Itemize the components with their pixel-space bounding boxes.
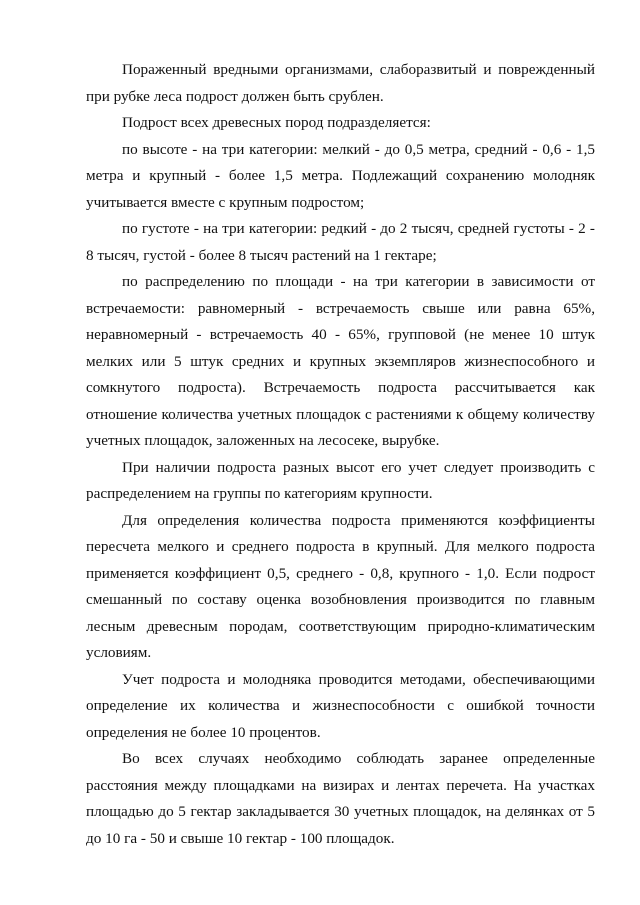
paragraph-plot-distances: Во всех случаях необходимо соблюдать заранее определенные расстояния между площадками на визирах и лентах перечета. На участках площадью до 5 гектар закладывается 30 учетных площадок, на делянках от 5 до 10 га - 50 и свыше 10 гектар - 100 площадок. (86, 750, 595, 847)
paragraph-damaged-undergrowth: Пораженный вредными организмами, слаборазвитый и поврежденный при рубке леса подрост должен быть срублен. (86, 61, 595, 105)
paragraph-accounting-methods: Учет подроста и молодняка проводится методами, обеспечивающими определение их количества и жизнеспособности с ошибкой точности определения не более 10 процентов. (86, 670, 595, 741)
paragraph-by-height: по высоте - на три категории: мелкий - до 0,5 метра, средний - 0,6 - 1,5 метра и крупный - более 1,5 метра. Подлежащий сохранению молодняк учитывается вместе с крупным подростом; (86, 140, 595, 211)
paragraph-by-density: по густоте - на три категории: редкий - до 2 тысяч, средней густоты - 2 - 8 тысяч, густой - более 8 тысяч растений на 1 гектаре; (86, 220, 595, 264)
paragraph-conversion-coefficients: Для определения количества подроста применяются коэффициенты пересчета мелкого и среднего подроста в крупный. Для мелкого подроста применяется коэффициент 0,5, среднего - 0,8, крупного - 1,0. Если подрост смешанный по составу оценка возобновления производится по главным лесным древесным породам, соответствующим природно-климатическим условиям. (86, 511, 595, 661)
paragraph-undergrowth-classification: Подрост всех древесных пород подразделяется: (122, 114, 431, 131)
paragraph-by-distribution: по распределению по площади - на три категории в зависимости от встречаемости: равномерный - встречаемость свыше или равна 65%, неравномерный - встречаемость 40 - 65%, групповой (не менее 10 штук мелких или 5 штук средних и крупных экземпляров жизнеспособного и сомкнутого подроста). Встречаемость подроста рассчитывается как отношение количества учетных площадок с растениями к общему количеству учетных площадок, заложенных на лесосеке, вырубке. (86, 273, 595, 449)
paragraph-height-groups: При наличии подроста разных высот его учет следует производить с распределением на группы по категориям крупности. (86, 458, 595, 502)
document-page (86, 57, 595, 852)
